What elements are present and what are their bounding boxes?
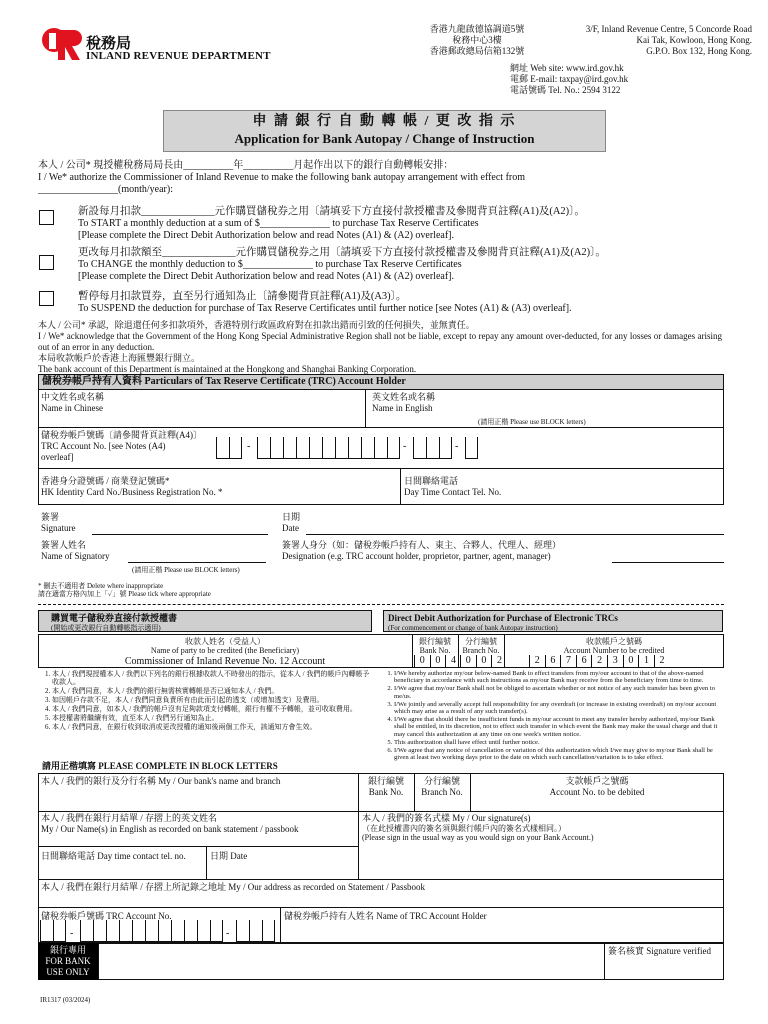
dda-trc-name-label: 儲稅券帳戶持有人姓名 Name of TRC Account Holder — [284, 911, 487, 921]
dda-title-chinese: 購買電子儲稅券直接付款授權書 — [51, 613, 178, 623]
authorization-english: I / We* authorize the Commissioner of Inland Revenue to make the following bank autopay arrangement with effect from — [38, 172, 526, 183]
email-link[interactable]: 電郵 E-mail: taxpay@ird.gov.hk — [510, 74, 629, 84]
bank-name-label: 本人 / 我們的銀行及分行名稱 My / Our bank's name and branch — [41, 776, 281, 786]
dash: - — [455, 441, 459, 452]
option-change-english: To CHANGE the monthly deduction to $______________ to purchase Tax Reserve Certificates — [78, 259, 462, 270]
dda-subtitle-chinese: (開始或更改銀行自動轉帳指示適用) — [51, 624, 161, 632]
digit: 0 — [414, 655, 430, 667]
rule-en: 6. I/We agree that any notice of cancellation or variation of this authorization which I/we may give to my/our Bank shall be given at least two working days prior to the date on which such cancellation/variation is to take effect. — [394, 747, 724, 761]
bank-no-field[interactable] — [360, 798, 412, 810]
bank-account-chinese: 本局收款帳戶於香港上海匯豐銀行開立。 — [38, 353, 201, 363]
particulars-heading: 儲稅券帳戶持有人資料 Particulars of Tax Reserve Certificate (TRC) Account Holder — [42, 376, 406, 387]
trc-account-cells-1[interactable] — [216, 437, 242, 459]
digit: 0 — [476, 655, 492, 667]
address-field[interactable] — [42, 893, 720, 905]
digit: 7 — [560, 655, 576, 667]
rule-zh: 4. 本人 / 我們同意，如本人 / 我們的帳戶沒有足夠款項支付轉帳，銀行有權不予轉帳，並可收取費用。 — [52, 705, 374, 713]
bank-use-chinese: 銀行專用 — [49, 945, 86, 955]
ird-logo — [40, 24, 84, 64]
dda-title-right-box — [383, 610, 723, 632]
block-letters-note: (請用正楷 Please use BLOCK letters) — [478, 418, 586, 426]
trc-account-cells-2[interactable] — [257, 437, 400, 459]
account-credited-label: 收款帳戶之號碼 Account Number to be credited — [563, 637, 665, 655]
signatory-name-line[interactable] — [128, 562, 266, 563]
dda-date-label: 日期 Date — [210, 851, 248, 861]
digit: 4 — [445, 655, 461, 667]
particulars-heading-bar — [38, 374, 724, 390]
dda-trc-cells-2[interactable] — [80, 920, 223, 942]
branch-no-label-2: 分行編號 Branch No. — [421, 776, 463, 797]
option-suspend-chinese: 暫停每月扣款買券，直至另行通知為止〔請參閱背頁註釋(A1)及(A3)〕。 — [78, 291, 407, 302]
rule-en: 3. I/We jointly and severally accept full responsibility for any overdraft (or increase in existing overdraft) on my/our account which may arise as a result of any such transfer(s). — [394, 701, 724, 715]
option-start-note: [Please complete the Direct Debit Authorization below and read Notes (A1) & (A2) overleaf]. — [78, 230, 454, 241]
designation-label: 簽署人身分（如：儲稅券帳戶持有人、東主、合夥人、代理人、經理） Designation (e.g. TRC account holder, proprietor, partner, agent, manager) — [282, 540, 562, 561]
account-debited-field[interactable] — [472, 798, 722, 810]
signature-verified-label: 簽名核實 Signature verified — [608, 946, 711, 956]
digit: 3 — [607, 655, 623, 667]
option-start-chinese: 新設每月扣款______________元作購買儲稅券之用〔請填妥下方直接付款授權書及參閱背頁註釋(A1)及(A2)〕。 — [78, 206, 585, 217]
option-start — [78, 206, 718, 242]
bank-use-english-2: USE ONLY — [46, 967, 90, 977]
website-link[interactable]: 網址 Web site: www.ird.gov.hk — [510, 63, 624, 73]
dda-title-english: Direct Debit Authorization for Purchase of Electronic TRCs — [388, 613, 618, 623]
dda-trc-no-label: 儲稅券帳戶號碼 TRC Account No. — [41, 911, 172, 921]
contact-block — [510, 63, 628, 96]
bank-name-field[interactable] — [42, 790, 352, 808]
name-statement-label: 本人 / 我們在銀行月結單 / 存摺上的英文姓名 My / Our Name(s) in English as recorded on bank statement / passbook — [41, 813, 299, 834]
digit: 0 — [430, 655, 446, 667]
name-chinese-field[interactable] — [120, 400, 360, 422]
logo-chinese-name: 稅務局 — [86, 36, 132, 52]
rule-en: 5. This authorization shall have effect until further notice. — [394, 739, 724, 746]
rule-zh: 2. 本人 / 我們同意，本人 / 我們的銀行無需核實轉帳是否已通知本人 / 我們。 — [52, 687, 374, 695]
digit: 2 — [654, 655, 670, 667]
rule-zh: 6. 本人 / 我們同意，在銀行收到取消或更改授權的通知後兩個工作天，該通知方會生效。 — [52, 723, 374, 731]
digit: 0 — [623, 655, 639, 667]
digit: 2 — [529, 655, 545, 667]
hkid-label: 香港身分證號碼 / 商業登記號碼* HK Identity Card No./Business Registration No. * — [41, 476, 223, 497]
authorization-chinese: 本人 / 公司* 現授權稅務局局長由__________年__________月起作出以下的銀行自動轉帳安排： — [38, 160, 454, 171]
dda-title-left-box — [38, 610, 372, 632]
dda-trc-name-field[interactable] — [284, 923, 720, 941]
name-english-label: 英文姓名或名稱 Name in English — [372, 392, 436, 413]
bank-account-english: The bank account of this Department is maintained at the Hongkong and Shanghai Banking Corporation. — [38, 364, 417, 374]
rules-english — [380, 670, 724, 762]
branch-no-digits — [460, 655, 507, 667]
hkid-field[interactable] — [250, 484, 390, 500]
dda-daytime-tel-label: 日間聯絡電話 Day time contact tel. no. — [41, 851, 186, 861]
digit: 1 — [638, 655, 654, 667]
dash: - — [226, 928, 230, 939]
dda-subtitle-english: (For commencement or change of bank Autopay instruction) — [388, 624, 558, 632]
digit: 0 — [460, 655, 476, 667]
dda-trc-cells-1[interactable] — [40, 920, 66, 942]
option-start-english: To START a monthly deduction at a sum of $______________ to purchase Tax Reserve Certificates — [78, 218, 479, 229]
rules-chinese — [38, 670, 374, 732]
trc-account-label: 儲稅券帳戶號碼〔請參閱背頁註釋(A4)〕 TRC Account No. [see Notes (A4) overleaf] — [41, 430, 202, 462]
daytime-tel-label: 日間聯絡電話 Day Time Contact Tel. No. — [404, 476, 502, 497]
bank-signature-field[interactable] — [362, 846, 722, 876]
daytime-tel-field[interactable] — [520, 484, 720, 500]
beneficiary-name: Commissioner of Inland Revenue No. 12 Account — [124, 656, 326, 667]
option-change-chinese: 更改每月扣款額至______________元作購買儲稅券之用〔請填妥下方直接付款授權書及參閱背頁註釋(A1)及(A2)〕。 — [78, 247, 606, 258]
address-label: 本人 / 我們在銀行月結單 / 存摺上所記錄之地址 My / Our address as recorded on Statement / Passbook — [41, 882, 425, 892]
acknowledgement-english: I / We* acknowledge that the Government of the Hong Kong Special Administrative Region shall not be liable, except to repay any amount over-deducted, for any losses or damages arising out of an error in any deduction. — [38, 331, 722, 352]
block-letters-note-2: (請用正楷 Please use BLOCK letters) — [132, 566, 240, 574]
signature-line[interactable] — [92, 534, 268, 535]
date-label: 日期 Date — [282, 512, 301, 533]
form-number: IR1317 (03/2024) — [40, 996, 91, 1004]
trc-account-cells-3[interactable] — [413, 437, 452, 459]
digit: 2 — [491, 655, 507, 667]
title-english: Application for Bank Autopay / Change of Instruction — [234, 131, 535, 146]
bank-use-only-box — [38, 943, 98, 980]
name-chinese-label: 中文姓名或名稱 Name in Chinese — [41, 392, 105, 413]
digit: 6 — [545, 655, 561, 667]
authorization-text — [38, 160, 722, 196]
option-change-note: [Please complete the Direct Debit Authorization below and read Notes (A1) & (A2) overleaf]. — [78, 271, 454, 282]
signature-verified-box — [604, 943, 724, 980]
acknowledgement-chinese: 本人 / 公司* 承認，除退還任何多扣款項外，香港特別行政區政府對在扣款出錯而引致的任何損失，並無責任。 — [38, 320, 475, 330]
account-credited-digits — [529, 655, 669, 667]
footnotes: * 刪去不適用者 Delete where inappropriate 請在適當方格內加上「✓」號 Please tick where appropriate — [38, 582, 211, 598]
bank-use-english-1: FOR BANK — [45, 956, 91, 966]
effective-month-year: ________________(month/year): — [38, 184, 173, 195]
bank-no-label-2: 銀行編號 Bank No. — [367, 776, 404, 797]
branch-no-label: 分行編號 Branch No. — [462, 637, 500, 655]
option-change — [78, 247, 718, 283]
rule-en: 1. I/We hereby authorize my/our below-named Bank to effect transfers from my/our account to that of the above-named beneficiary in accordance with such instructions as my/our Bank may receive from the beneficiary from time to time. — [394, 670, 724, 684]
department-name: INLAND REVENUE DEPARTMENT — [86, 50, 271, 62]
rule-en: 4. I/We agree that should there be insufficient funds in my/our account to meet any transfer hereby authorized, my/our Bank shall be entitled, in its discretion, not to effect such transfer in which event the Bank may make the usual charge and that it may cancel this authorization at any time on one week's written notice. — [394, 716, 724, 738]
account-debited-label: 支款帳戶之號碼 Account No. to be debited — [549, 776, 645, 797]
title-chinese: 申 請 銀 行 自 動 轉 帳 / 更 改 指 示 — [252, 114, 517, 129]
bank-signature-label: 本人 / 我們的簽名式樣 My / Our signature(s) （在此授權書內的簽名須與銀行帳戶內的簽名式樣相同。） (Please sign in the usual way as you would sign on your Bank Account.) — [362, 813, 594, 842]
address-english: 3/F, Inland Revenue Centre, 5 Concorde Road Kai Tak, Kowloon, Hong Kong. G.P.O. Box 132, Hong Kong. — [585, 24, 752, 56]
option-suspend — [78, 291, 738, 315]
beneficiary-label: 收款人姓名（受益人） Name of party to be credited (the Beneficiary) — [150, 637, 300, 655]
dash: - — [247, 441, 251, 452]
designation-line[interactable] — [612, 562, 724, 563]
rule-zh: 5. 本授權書將繼續有效，直至本人 / 我們另行通知為止。 — [52, 714, 374, 722]
dda-trc-cells-3[interactable] — [236, 920, 275, 942]
change-deduction-checkbox[interactable] — [39, 255, 54, 270]
rule-zh: 3. 如因帳戶存款不足，本人 / 我們同意負責所有由此而引起的透支（或增加透支）及費用。 — [52, 696, 374, 704]
suspend-deduction-checkbox[interactable] — [39, 291, 54, 306]
acknowledgement — [38, 320, 722, 375]
digit: 6 — [576, 655, 592, 667]
bank-no-digits — [414, 655, 461, 667]
dash: - — [70, 928, 74, 939]
rule-en: 2. I/We agree that my/our Bank shall not be obliged to ascertain whether or not notice of any such transfer has been given to me/us. — [394, 685, 724, 699]
bank-use-area — [98, 943, 608, 980]
address-chinese: 香港九龍啟德協調道5號 稅務中心3樓 香港郵政總局信箱132號 — [429, 24, 525, 56]
rule-zh: 1. 本人 / 我們現授權本人 / 我們以下列名的銀行根據收款人不時發出的指示，從本人 / 我們的帳戶內轉帳予收款人。 — [52, 670, 374, 686]
signature-label: 簽署 Signature — [41, 512, 76, 533]
branch-no-field[interactable] — [416, 798, 468, 810]
digit: 2 — [591, 655, 607, 667]
dash: - — [403, 441, 407, 452]
divider — [38, 604, 724, 605]
date-line[interactable] — [306, 534, 724, 535]
telephone: 電話號碼 Tel. No.: 2594 3122 — [510, 85, 621, 95]
complete-block-letters: 請用正楷填寫 PLEASE COMPLETE IN BLOCK LETTERS — [42, 761, 278, 771]
signatory-name-label: 簽署人姓名 Name of Signatory — [41, 540, 110, 561]
title-box — [163, 110, 606, 152]
start-deduction-checkbox[interactable] — [39, 210, 54, 225]
option-suspend-english: To SUSPEND the deduction for purchase of Tax Reserve Certificates until further notice [see Notes (A1) & (A3) overleaf]. — [78, 303, 572, 314]
trc-account-cells-4[interactable] — [465, 437, 478, 459]
bank-no-label: 銀行編號 Bank No. — [419, 637, 451, 655]
